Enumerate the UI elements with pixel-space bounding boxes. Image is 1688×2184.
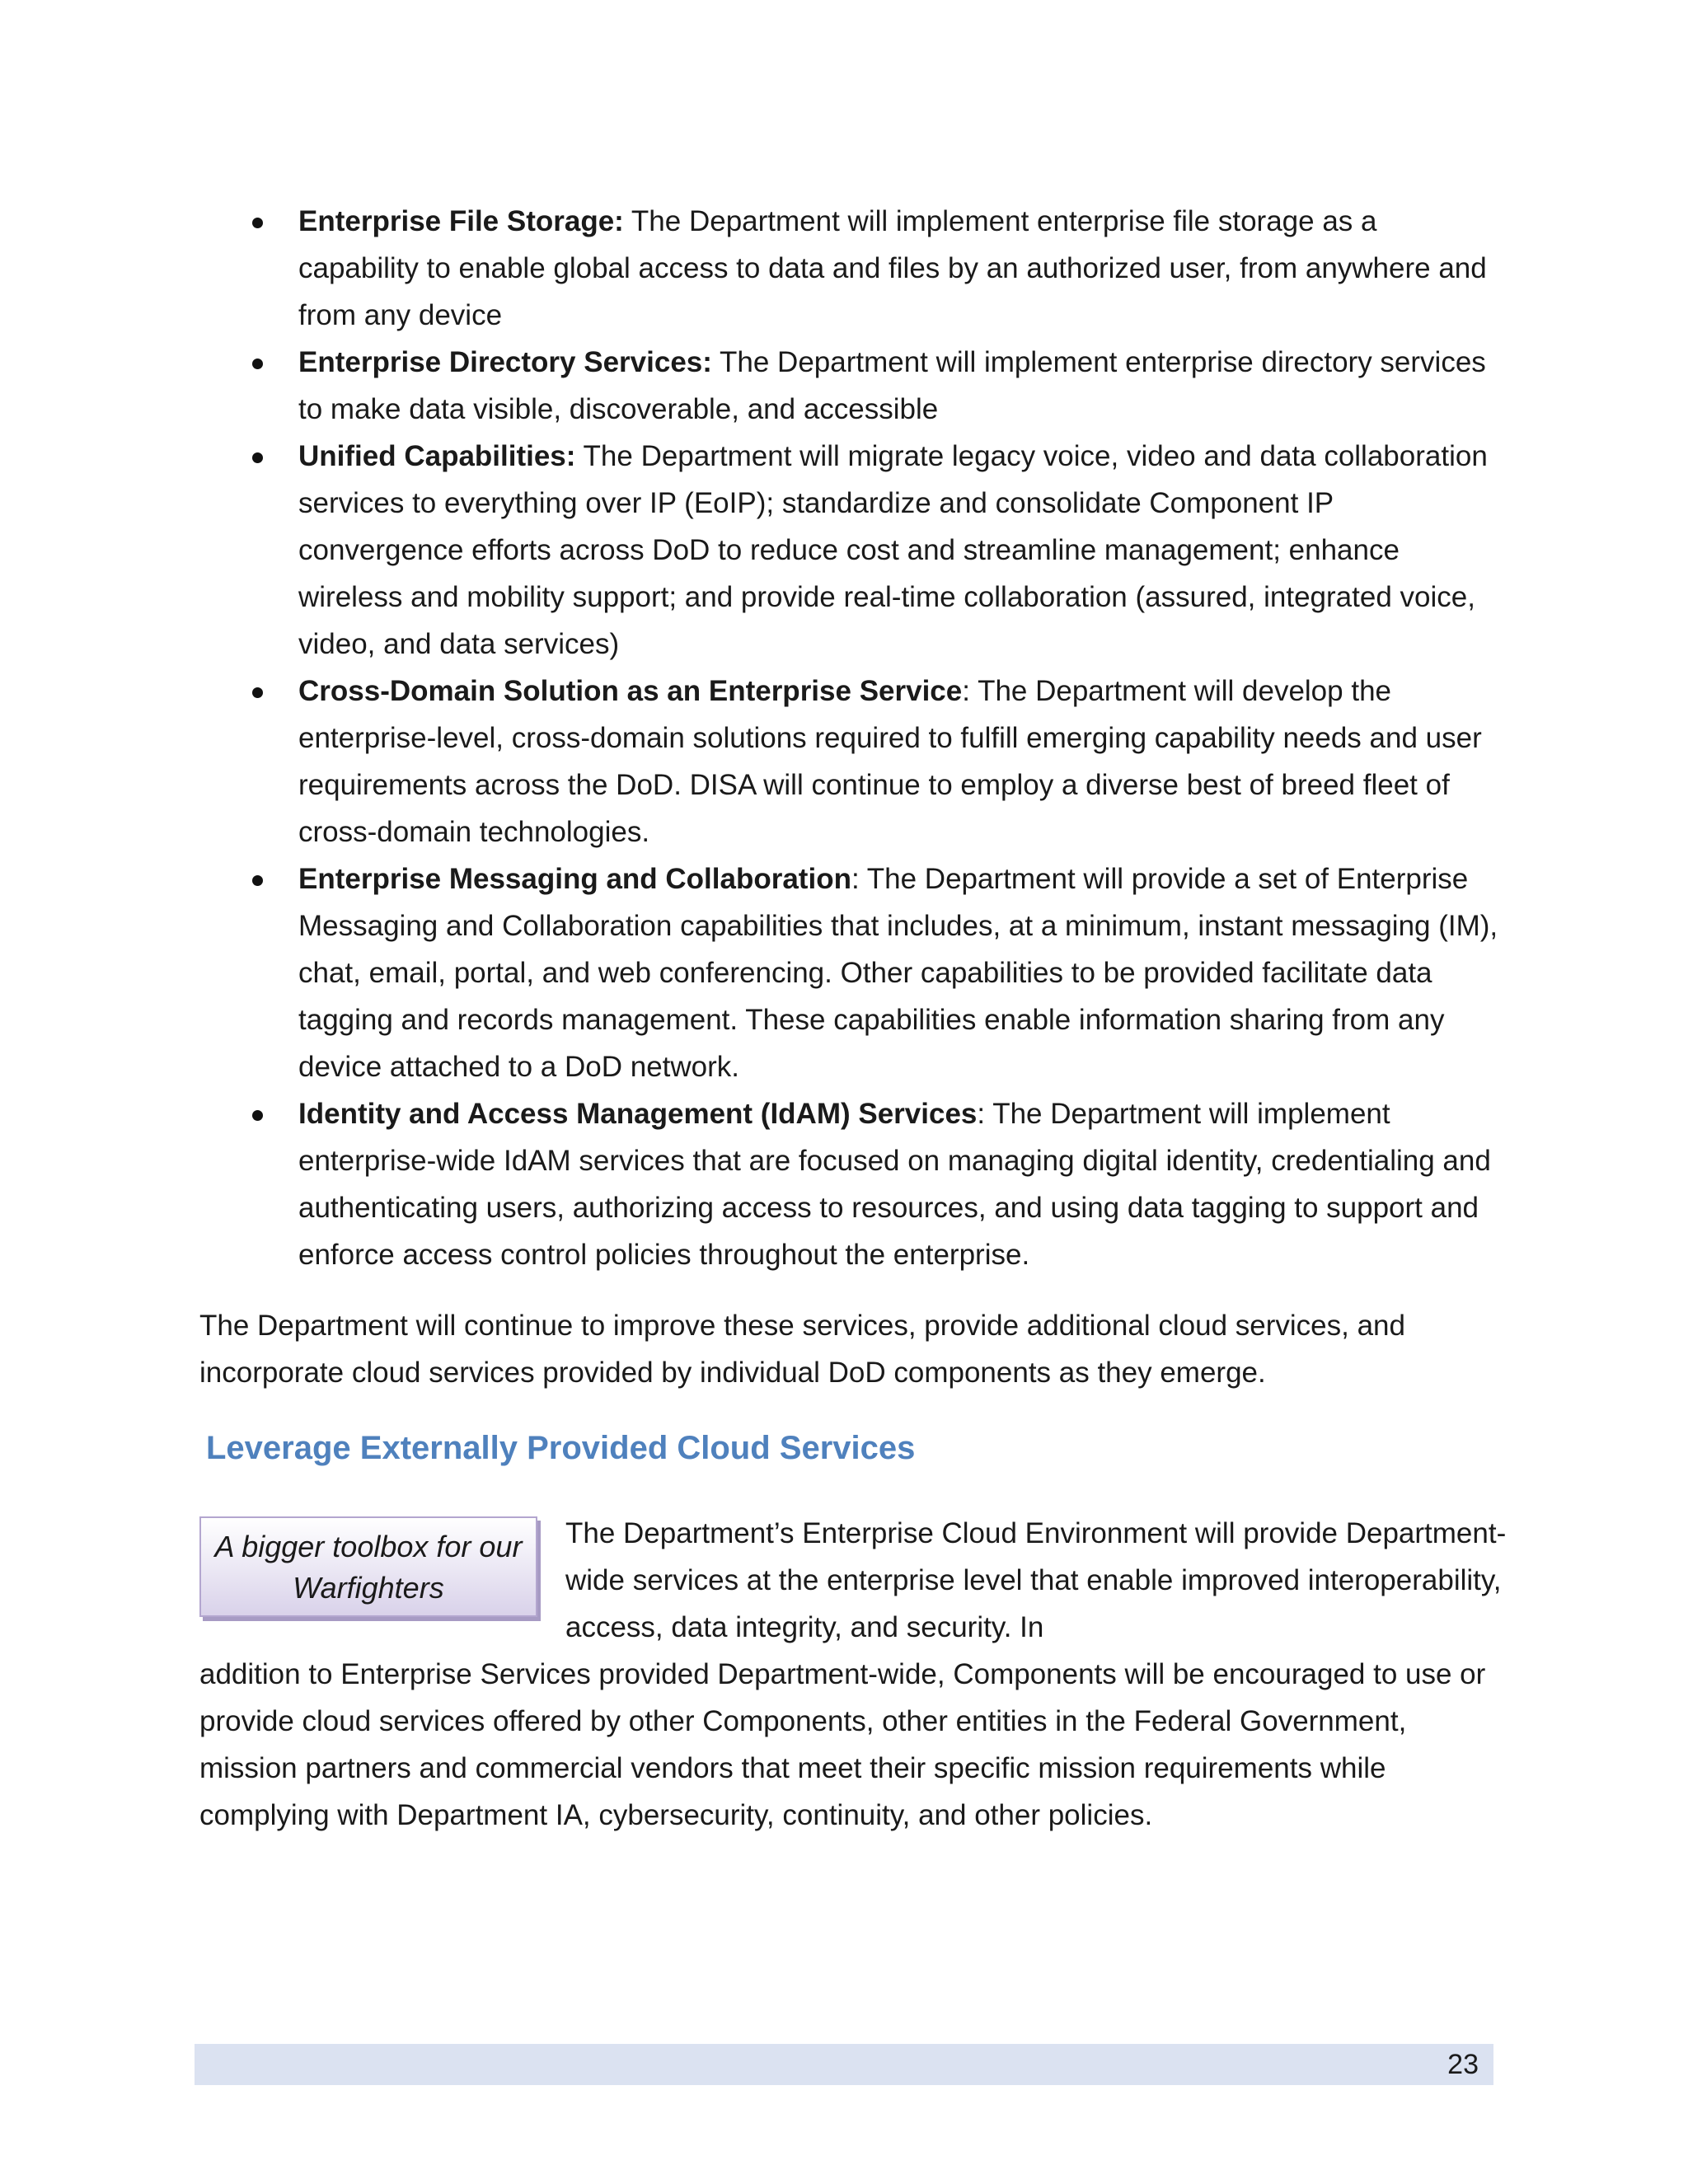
bullet-icon bbox=[252, 687, 263, 698]
bullet-icon bbox=[252, 452, 263, 463]
bullet-term: Unified Capabilities: bbox=[298, 440, 576, 472]
closing-paragraph: The Department will continue to improve these services, provide additional cloud services, and incorporate cloud services provided by individual DoD components as they emerge. bbox=[199, 1310, 1405, 1389]
bullet-icon bbox=[252, 1110, 263, 1121]
list-item bbox=[252, 433, 1505, 668]
footer-bar bbox=[195, 2044, 1493, 2085]
section-heading: Leverage Externally Provided Cloud Services bbox=[206, 1430, 916, 1466]
services-bullet-list bbox=[252, 198, 1505, 1278]
bullet-text: : The Department will provide a set of Enterprise Messaging and Collaboration capabilities that includes, at a minimum, instant messaging (IM), chat, email, portal, and web conferencing. Other capabilities to be provided facilitate data tagging and records management. These capabilities enable information sharing from any device attached to a DoD network. bbox=[298, 863, 1498, 1083]
bullet-text: The Department will implement enterprise file storage as a capability to enable global access to data and files by an authorized user, from anywhere and from any device bbox=[298, 205, 1487, 331]
list-item bbox=[252, 668, 1505, 855]
list-item bbox=[252, 1090, 1505, 1278]
bullet-icon bbox=[252, 218, 263, 228]
page-number: 23 bbox=[1447, 2049, 1479, 2080]
list-item bbox=[252, 339, 1505, 433]
section-paragraph-rest: addition to Enterprise Services provided Department-wide, Components will be encouraged to use or provide cloud services offered by other Components, other entities in the Federal Government, mission partners and commercial vendors that meet their specific mission requirements while complying with Department IA, cybersecurity, continuity, and other policies. bbox=[199, 1658, 1486, 1831]
bullet-icon bbox=[252, 875, 263, 886]
section-paragraph-wrapped: The Department’s Enterprise Cloud Environment will provide Department-wide services at the enterprise level that enable improved interoperability, access, data integrity, and security. In bbox=[565, 1517, 1507, 1643]
callout-box: A bigger toolbox for our Warfighters bbox=[199, 1516, 537, 1617]
bullet-term: Enterprise Messaging and Collaboration bbox=[298, 863, 851, 895]
list-item bbox=[252, 855, 1505, 1090]
bullet-text: : The Department will develop the enterprise-level, cross-domain solutions required to fulfill emerging capability needs and user requirements across the DoD. DISA will continue to employ a diverse best of breed fleet of cross-domain technologies. bbox=[298, 675, 1482, 848]
bullet-text: The Department will migrate legacy voice, video and data collaboration services to everything over IP (EoIP); standardize and consolidate Component IP convergence efforts across DoD to reduce cost and streamline management; enhance wireless and mobility support; and provide real-time collaboration (assured, integrated voice, video, and data services) bbox=[298, 440, 1488, 660]
bullet-term: Enterprise File Storage: bbox=[298, 205, 624, 237]
bullet-icon bbox=[252, 359, 263, 369]
list-item bbox=[252, 198, 1505, 339]
bullet-text: The Department will implement enterprise directory services to make data visible, discoverable, and accessible bbox=[298, 346, 1486, 425]
bullet-term: Cross-Domain Solution as an Enterprise Service bbox=[298, 675, 963, 707]
bullet-text: : The Department will implement enterprise-wide IdAM services that are focused on managing digital identity, credentialing and authenticating users, authorizing access to resources, and using data tagging to support and enforce access control policies throughout the enterprise. bbox=[298, 1098, 1491, 1271]
bullet-term: Enterprise Directory Services: bbox=[298, 346, 712, 378]
bullet-term: Identity and Access Management (IdAM) Services bbox=[298, 1098, 978, 1130]
